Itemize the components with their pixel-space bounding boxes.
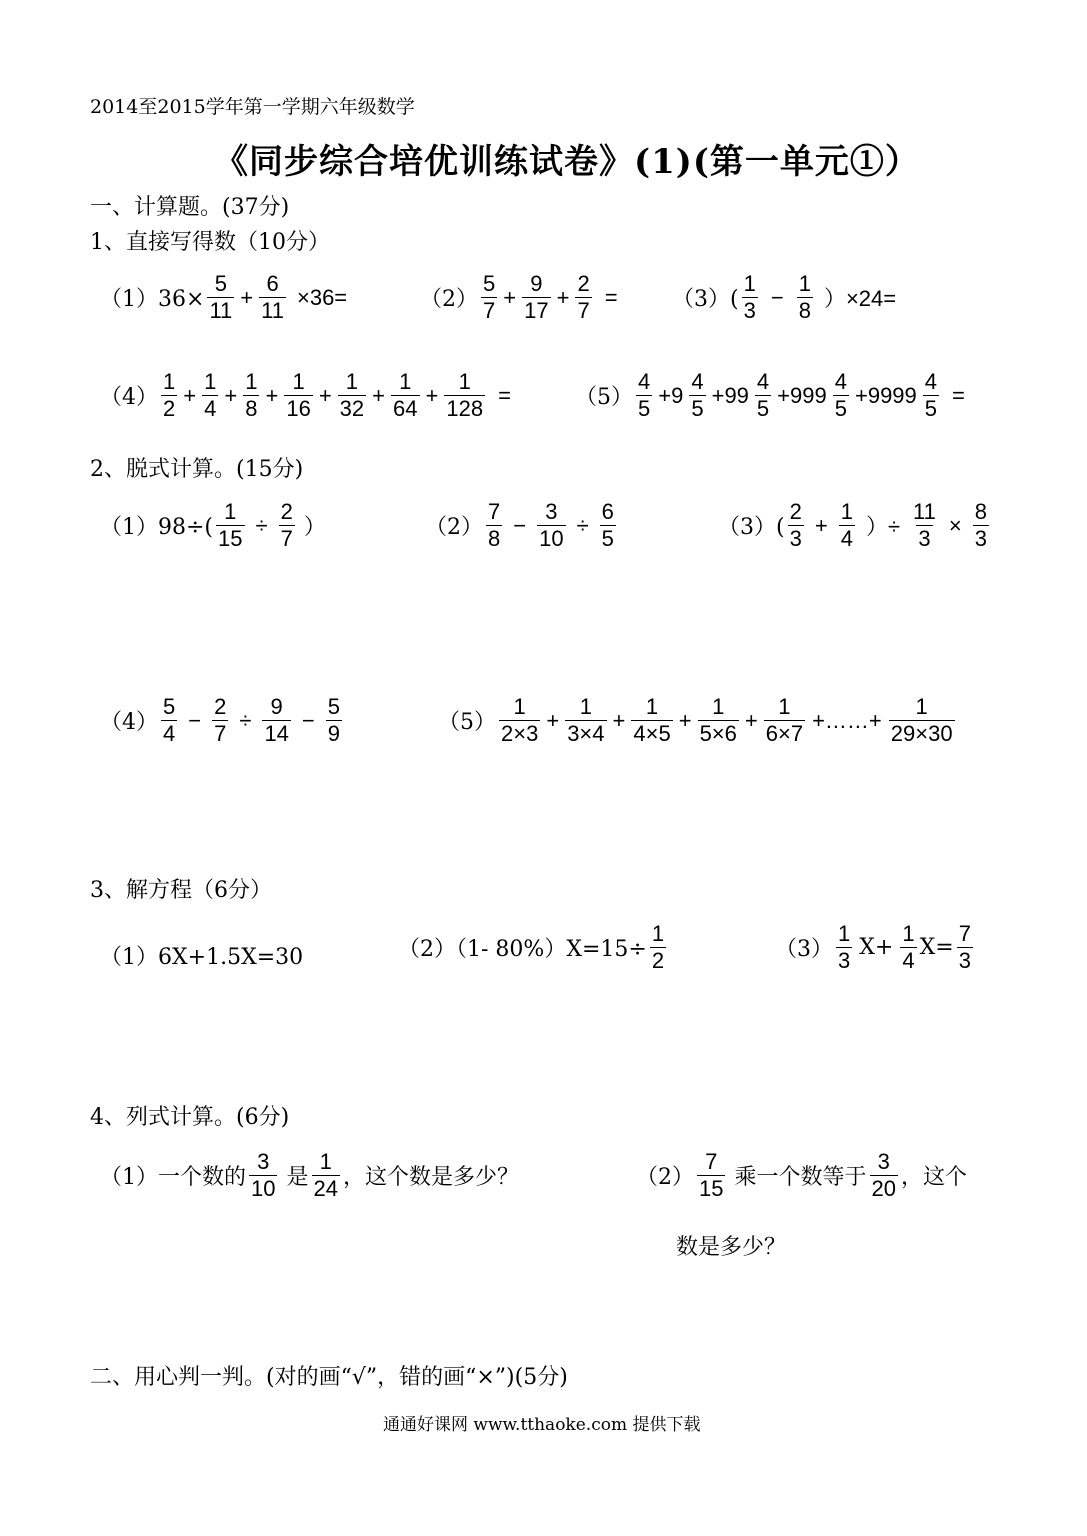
q4-problem-2: （2） $\frac{7}{15}$ 乘一个数等于 $\frac{3}{20}$ ，这个 — [636, 1149, 967, 1202]
q4-heading: 4、列式计算。(6分) — [90, 1105, 290, 1130]
q3-problem-1: （1）6X+1.5X=30 — [100, 945, 304, 970]
page-title: 《同步综合培优训练试卷》(1)(第一单元①） — [214, 142, 920, 182]
q2-problem-5: （5） $\frac{1}{2\times 3}$ + $\frac{1}{3\times 4}$ + $\frac{1}{4\times 5}$ + $\frac{1}{5\times 6}$ + $\frac{1}{6\times 7}$ +……+ $\frac{1}{29\times 30}$ — [438, 694, 953, 747]
footer-text: 通通好课网 www.tthaoke.com 提供下载 — [383, 1415, 701, 1435]
q2-problem-4: （4） $\frac{5}{4}$ − $\frac{2}{7}$ ÷ $\frac{9}{14}$ − $\frac{5}{9}$ — [100, 694, 341, 747]
fraction: $\frac{1}{3}$ — [743, 271, 756, 324]
q2-heading: 2、脱式计算。(15分) — [90, 457, 304, 482]
section-1-heading: 一、计算题。(37分) — [90, 195, 290, 220]
q1-problem-3: （3）( $\frac{1}{3}$ − $\frac{1}{8}$ ）×24= — [672, 271, 897, 324]
q3-problem-3: （3） $\frac{1}{3}$ X+ $\frac{1}{4}$ X= $\frac{7}{3}$ — [775, 921, 971, 974]
q2-problem-2: （2） $\frac{7}{8}$ − $\frac{3}{10}$ ÷ $\frac{6}{5}$ — [425, 499, 614, 552]
fraction: $\frac{5}{7}$ — [483, 271, 496, 324]
q4-problem-2-continued: 数是多少？ — [676, 1235, 787, 1260]
q2-problem-1: （1）98÷( $\frac{1}{15}$ ÷ $\frac{2}{7}$ ） — [100, 499, 326, 552]
q1-problem-4: （4） $\frac{1}{2}$ + $\frac{1}{4}$ + $\frac{1}{8}$ + $\frac{1}{16}$ + $\frac{1}{32}$ + $\frac{1}{64}$ + $\frac{1}{128}$ = — [100, 369, 511, 422]
fraction: $\frac{6}{11}$ — [261, 271, 284, 324]
q1-problem-1: （1）36× $\frac{5}{11}$ + $\frac{6}{11}$ ×36= — [100, 271, 348, 324]
fraction: $\frac{5}{11}$ — [209, 271, 233, 324]
q1-heading: 1、直接写得数（10分） — [90, 230, 330, 255]
q4-problem-1: （1）一个数的 $\frac{3}{10}$ 是 $\frac{1}{24}$ ，这个数是多少？ — [100, 1149, 519, 1202]
q1-problem-5: （5） $\frac{4}{5}$ +9 $\frac{4}{5}$ +99 $\frac{4}{5}$ +999 $\frac{4}{5}$ +9999 $\frac{4}{5}$ = — [575, 369, 965, 422]
exam-header: 2014至2015学年第一学期六年级数学 — [90, 96, 415, 118]
fraction: $\frac{1}{8}$ — [798, 271, 811, 324]
section-2-heading: 二、用心判一判。(对的画“√”，错的画“×”)(5分) — [90, 1365, 568, 1390]
fraction: $\frac{9}{17}$ — [524, 271, 549, 324]
q3-problem-2: （2）（1- 80%）X=15÷ $\frac{1}{2}$ — [398, 921, 665, 974]
fraction: $\frac{2}{7}$ — [577, 271, 590, 324]
q1-problem-2: （2） $\frac{5}{7}$ + $\frac{9}{17}$ + $\frac{2}{7}$ = — [420, 271, 618, 324]
q3-heading: 3、解方程（6分） — [90, 878, 272, 903]
q2-problem-3: （3）( $\frac{2}{3}$ + $\frac{1}{4}$ ）÷ $\frac{11}{3}$ × $\frac{8}{3}$ — [718, 499, 987, 552]
